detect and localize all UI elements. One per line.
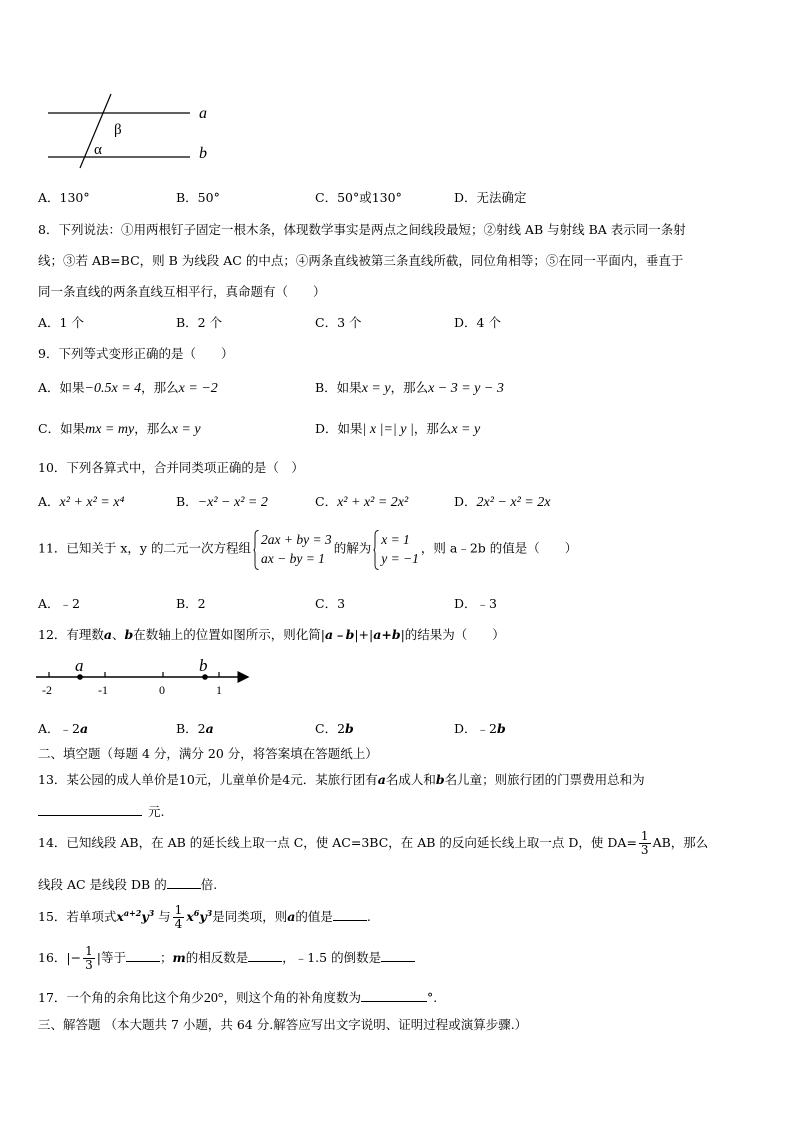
q12-a-label: A．﹣2 <box>38 721 80 736</box>
q13-answer-blank[interactable] <box>38 803 142 816</box>
q10-option-a[interactable] <box>38 492 124 511</box>
q12-mid2: |+| <box>354 627 374 642</box>
q10-option-b[interactable] <box>176 492 268 511</box>
q9-a-math2: x = −2 <box>178 381 218 396</box>
q7-option-d[interactable]: D．无法确定 <box>454 190 527 205</box>
brace-icon <box>373 530 379 570</box>
label-b: b <box>199 656 208 675</box>
point-b <box>202 674 208 680</box>
parallel-lines-figure <box>38 92 228 172</box>
label-a: a <box>75 656 84 675</box>
q11-system-equations <box>253 530 332 568</box>
q13-mid: 名成人和 <box>385 772 436 787</box>
q15-t1-yexp: 3 <box>148 907 155 918</box>
q14-post: AB，那么 <box>652 835 709 850</box>
q15-answer-blank[interactable] <box>333 908 367 921</box>
q9-stem: 9．下列等式变形正确的是（ ） <box>38 346 234 361</box>
q16-blank-3[interactable] <box>381 949 415 962</box>
q12-option-c[interactable] <box>315 719 354 737</box>
q9-option-d[interactable] <box>315 419 480 438</box>
q15-term-2 <box>186 909 212 924</box>
q13-unit: 元. <box>148 804 165 819</box>
q11-stem <box>38 530 577 568</box>
q8-option-b[interactable]: B．2 个 <box>176 315 223 330</box>
q12-option-a[interactable] <box>38 719 88 737</box>
q15-pre: 15．若单项式 <box>38 909 117 924</box>
q11-post: ，则 a﹣2b 的值是（ ） <box>420 540 578 556</box>
q12-stem <box>38 625 505 643</box>
q11-eq-2: ax − by = 1 <box>260 551 325 566</box>
label-b: b <box>199 145 207 162</box>
q10-b-label: B． <box>176 494 198 509</box>
q9-b-math2: x − 3 = y − 3 <box>428 381 504 396</box>
q10-a-label: A． <box>38 494 60 509</box>
q15-fraction <box>173 904 185 931</box>
q9-b-math1: x = y <box>361 381 391 396</box>
q17-mid: ，则这个角的补角度数为 <box>223 990 362 1005</box>
q11-option-a[interactable]: A．﹣2 <box>38 596 80 611</box>
q12-c-var: b <box>345 721 354 736</box>
q9-d-math1: | x |=| y | <box>362 422 414 437</box>
q12-option-d[interactable] <box>454 719 506 737</box>
label-beta: β <box>114 122 122 138</box>
section-3-heading: 三、解答题 （本大题共 7 小题，共 64 分.解答应写出文字说明、证明过程或演算步骤.） <box>38 1017 528 1032</box>
q15-frac-den: 4 <box>174 917 183 931</box>
q10-option-d[interactable] <box>454 492 550 511</box>
q13-line-2 <box>38 802 164 820</box>
q9-option-a[interactable] <box>38 378 218 397</box>
q12-b-var: a <box>205 721 214 736</box>
q15-t1-x: x <box>116 909 124 924</box>
q9-a-math1: −0.5x = 4 <box>84 381 142 396</box>
q16-mid1: |等于 <box>96 950 126 965</box>
q9-a-pre: A．如果 <box>38 380 85 395</box>
q15-t2-x: x <box>186 909 194 924</box>
q12-c-label: C．2 <box>315 721 346 736</box>
q14-line-2 <box>38 875 217 893</box>
number-line-figure <box>30 654 260 700</box>
q8-option-d[interactable]: D．4 个 <box>454 315 501 330</box>
q9-b-pre: B．如果 <box>315 380 362 395</box>
q11-option-d[interactable]: D．﹣3 <box>454 596 497 611</box>
tick-label-0: 0 <box>159 683 165 697</box>
q11-option-b[interactable]: B．2 <box>176 596 206 611</box>
q10-b-expr: −x² − x² = 2 <box>197 495 268 510</box>
q16-fraction <box>83 945 95 972</box>
q16-pre: 16．|− <box>38 950 82 965</box>
q9-c-pre: C．如果 <box>38 421 86 436</box>
q8-option-c[interactable]: C．3 个 <box>315 315 362 330</box>
tick-label-minus-2: -2 <box>42 683 52 697</box>
q10-c-expr: x² + x² = 2x² <box>337 495 409 510</box>
q10-stem: 10．下列各算式中，合并同类项正确的是（ ） <box>38 460 304 475</box>
q9-c-math1: mx = my <box>85 422 135 437</box>
q15-mid: 与 <box>158 909 171 924</box>
q7-option-c[interactable]: C．50°或130° <box>315 190 402 205</box>
q17-end: °. <box>427 990 438 1005</box>
q13-var-a: a <box>377 772 386 787</box>
q11-eq-1: 2ax + by = 3 <box>260 532 332 547</box>
q9-c-mid: ，那么 <box>134 421 172 436</box>
q9-d-pre: D．如果 <box>315 421 363 436</box>
q10-d-label: D． <box>454 494 477 509</box>
q12-mid: 在数轴上的位置如图所示，则化简| <box>133 627 325 642</box>
q15-post2: 的值是 <box>295 909 333 924</box>
q16-blank-1[interactable] <box>126 949 160 962</box>
q11-mid: 的解为 <box>333 540 372 556</box>
q9-b-mid: ，那么 <box>390 380 429 395</box>
q13-line-1 <box>38 770 645 788</box>
q11-system-solution <box>373 530 419 568</box>
q17-line <box>38 988 437 1007</box>
q15-t2-exp: 6 <box>193 907 200 918</box>
q12-pre: 12．有理数 <box>38 627 104 642</box>
q16-frac-den: 3 <box>85 958 93 972</box>
q12-var-b: b <box>124 627 134 642</box>
q14-pre: 14．已知线段 AB，在 AB 的延长线上取一点 C，使 AC=3BC，在 AB 的反向延长线上取一点 D，使 DA= <box>38 835 637 850</box>
q13-post: 名儿童；则旅行团的门票费用总和为 <box>444 772 645 787</box>
q8-line-3: 同一条直线的两条直线互相平行，真命题有（ ） <box>38 284 326 299</box>
q9-d-math2: x = y <box>451 422 481 437</box>
q11-pre: 11．已知关于 x，y 的二元一次方程组 <box>38 540 251 556</box>
q11-sol-2: y = −1 <box>381 551 419 566</box>
q15-t1-y: y <box>141 909 149 924</box>
q15-t1-exp: a+2 <box>123 907 142 918</box>
q16-line <box>38 945 415 972</box>
q12-var-a: a <box>103 627 113 642</box>
q15-t2-yexp: 3 <box>206 907 213 918</box>
q9-option-c[interactable] <box>38 419 201 438</box>
q12-option-b[interactable] <box>176 719 214 737</box>
q14-l2-post: 倍. <box>200 877 218 892</box>
q11-option-c[interactable]: C．3 <box>315 596 346 611</box>
q15-frac-num: 1 <box>174 903 183 917</box>
q14-l2-pre: 线段 AC 是线段 DB 的 <box>38 877 167 892</box>
q15-term-1 <box>116 909 154 924</box>
label-a: a <box>199 105 207 122</box>
tick-label-1: 1 <box>216 683 222 697</box>
q8-line-2: 线；③若 AB=BC，则 B 为线段 AC 的中点；④两条直线被第三条直线所截，同位角相等；⑤在同一平面内，垂直于 <box>38 253 684 268</box>
q15-end: . <box>366 909 371 924</box>
q14-answer-blank[interactable] <box>167 876 201 889</box>
q16-var-m: m <box>172 950 186 965</box>
q12-expr-2: a+b <box>373 627 401 642</box>
q10-d-expr: 2x² − x² = 2x <box>476 495 551 510</box>
q11-sol-1: x = 1 <box>381 532 410 547</box>
q10-c-label: C． <box>315 494 338 509</box>
q14-frac-den: 3 <box>640 843 649 857</box>
q16-sep: ； <box>159 950 173 965</box>
q8-line-1: 8．下列说法：①用两根钉子固定一根木条，体现数学事实是两点之间线段最短；②射线 AB 与射线 BA 表示同一条射 <box>38 222 686 237</box>
q9-a-mid: ，那么 <box>141 380 179 395</box>
q8-option-a[interactable]: A．1 个 <box>38 315 84 330</box>
label-alpha: α <box>94 142 102 158</box>
q9-option-b[interactable] <box>315 378 504 397</box>
q7-option-b[interactable]: B．50° <box>176 190 220 205</box>
q12-d-var: b <box>496 721 506 736</box>
q15-var-a: a <box>287 909 296 924</box>
q10-a-expr: x² + x² = x⁴ <box>59 495 125 510</box>
q12-post: |的结果为（ ） <box>400 627 505 642</box>
q17-answer-blank[interactable] <box>361 989 427 1002</box>
q14-fraction <box>639 830 651 857</box>
q15-t2-y: y <box>199 909 207 924</box>
q12-a-var: a <box>79 721 89 736</box>
q9-c-math2: x = y <box>171 422 201 437</box>
point-a <box>77 674 83 680</box>
q15-line <box>38 904 371 931</box>
q16-blank-2[interactable] <box>248 949 282 962</box>
q16-mid2: 的相反数是 <box>185 950 249 965</box>
brace-icon <box>253 530 259 570</box>
section-2-heading: 二、填空题（每题 4 分，满分 20 分，将答案填在答题纸上） <box>38 746 378 761</box>
tick-label-minus-1: -1 <box>98 683 108 697</box>
q13-pre: 13．某公园的成人单价是10元，儿童单价是4元．某旅行团有 <box>38 772 378 787</box>
q14-frac-num: 1 <box>640 829 649 843</box>
q16-frac-num: 1 <box>85 944 93 958</box>
q12-expr-1: a﹣b <box>325 627 355 642</box>
q12-d-label: D．﹣2 <box>454 721 497 736</box>
q17-pre: 17．一个角的余角比这个角少 <box>38 990 204 1005</box>
q9-d-mid: ，那么 <box>413 421 452 436</box>
q17-angle: 20° <box>203 991 224 1006</box>
q14-line-1 <box>38 830 708 857</box>
q7-option-a[interactable]: A．130° <box>38 190 90 205</box>
q12-b-label: B．2 <box>176 721 206 736</box>
q13-var-b: b <box>435 772 445 787</box>
q16-mid3: ，﹣1.5 的倒数是 <box>282 950 382 965</box>
q10-option-c[interactable] <box>315 492 408 511</box>
q12-sep: 、 <box>112 627 125 642</box>
q15-post: 是同类项，则 <box>212 909 288 924</box>
